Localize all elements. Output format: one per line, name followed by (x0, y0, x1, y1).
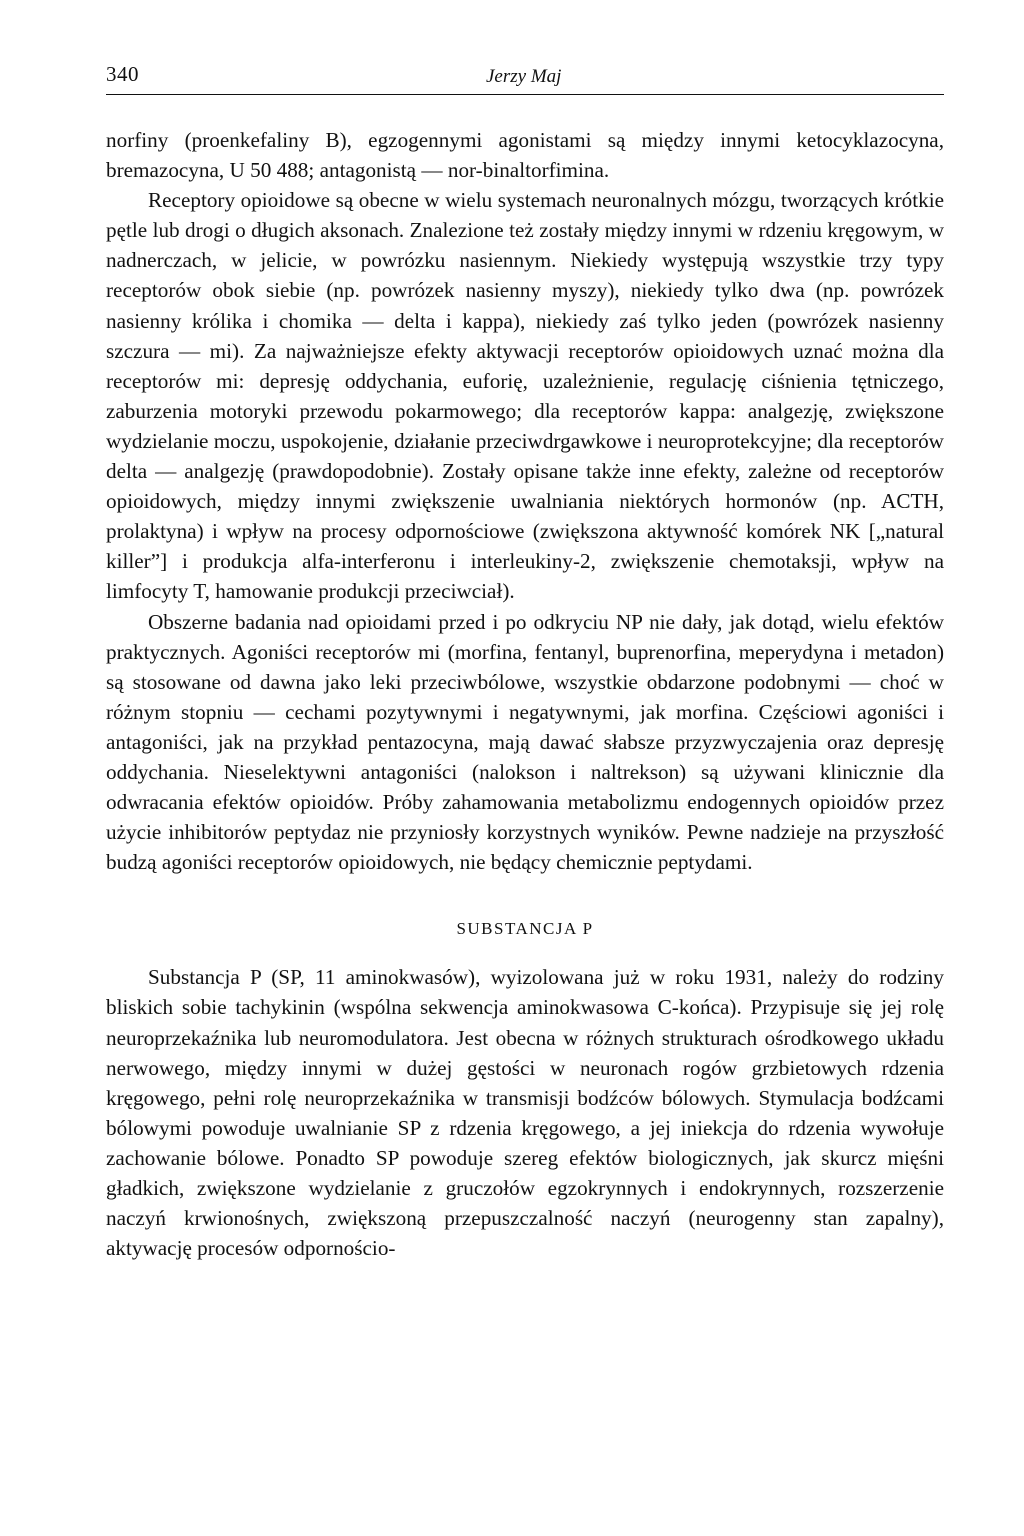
paragraph-continuation: norfiny (proenkefaliny B), egzogennymi agonistami są między innymi ketocyklazocyna, bremazocyna, U 50 488; antagonistą — nor-binaltorfimina. (106, 128, 944, 183)
paragraph-receptors: Receptory opioidowe są obecne w wielu systemach neuronalnych mózgu, tworzących krótkie pętle lub drogi o długich aksonach. Znalezione też zostały między innymi w rdzeniu kręgowym, w nadnerczach, w jelicie, w powrózku nasiennym. Niekiedy występują wszystkie trzy typy receptorów obok siebie (np. powrózek nasienny myszy), niekiedy tylko dwa (np. powrózek nasienny królika i chomika — delta i kappa), niekiedy zaś tylko jeden (powrózek nasienny szczura — mi). Za najważniejsze efekty aktywacji receptorów opioidowych uznać można dla receptorów mi: depresję oddychania, euforię, uzależnienie, regulację ciśnienia tętniczego, zaburzenia motoryki przewodu pokarmowego; dla receptorów kappa: analgezję, zwiększone wydzielanie moczu, uspokojenie, działanie przeciwdrgawkowe i neuroprotekcyjne; dla receptorów delta — analgezję (prawdopodobnie). Zostały opisane także inne efekty, zależne od receptorów opioidowych, między innymi zwiększenie uwalniania niektórych hormonów (np. ACTH, prolaktyna) i wpływ na procesy odpornościowe (zwiększona aktywność komórek NK [„natural killer”] i produkcja alfa-interferonu i interleukiny-2, zwiększenie chemotaksji, wpływ na limfocyty T, hamowanie produkcji przeciwciał). (106, 188, 944, 604)
section-heading: SUBSTANCJA P (456, 919, 594, 939)
book-page (106, 60, 944, 1263)
running-header (106, 60, 944, 95)
running-author: Jerzy Maj (486, 66, 562, 87)
paragraph-substance-p: Substancja P (SP, 11 aminokwasów), wyizolowana już w roku 1931, należy do rodziny bliskich sobie tachykinin (wspólna sekwencja aminokwasowa C-końca). Przypisuje się jej rolę neuroprzekaźnika lub neuromodulatora. Jest obecna w różnych strukturach ośrodkowego układu nerwowego, między innymi w dużej gęstości w neuronach rogów grzbietowych rdzenia kręgowego, pełni rolę neuroprzekaźnika w transmisji bodźców bólowych. Stymulacja bodźcami bólowymi powoduje uwalnianie SP z rdzenia kręgowego, a jej iniekcja do rdzenia wywołuje zachowanie bólowe. Ponadto SP powoduje szereg efektów biologicznych, jak skurcz mięśni gładkich, zwiększone wydzielanie z gruczołów egzokrynnych i endokrynnych, rozszerzenie naczyń krwionośnych, zwiększoną przepuszczalność naczyń (neurogenny stan zapalny), aktywację procesów odpornościo- (106, 965, 944, 1261)
body-text (106, 125, 944, 1263)
page-number: 340 (106, 62, 139, 86)
paragraph-research: Obszerne badania nad opioidami przed i po odkryciu NP nie dały, jak dotąd, wielu efektów praktycznych. Agoniści receptorów mi (morfina, fentanyl, buprenorfina, meperydyna i metadon) są stosowane od dawna jako leki przeciwbólowe, wszystkie obdarzone podobnymi — choć w różnym stopniu — cechami pozytywnymi i negatywnymi, jak morfina. Częściowi agoniści i antagoniści, jak na przykład pentazocyna, mają dawać słabsze przyzwyczajenia oraz depresję oddychania. Nieselektywni antagoniści (nalokson i naltrekson) są używani klinicznie dla odwracania efektów opioidów. Próby zahamowania metabolizmu endogennych opioidów przez użycie inhibitorów peptydaz nie przyniosły korzystnych wyników. Pewne nadzieje na przyszłość budzą agoniści receptorów opioidowych, nie będący chemicznie peptydami. (106, 609, 944, 875)
